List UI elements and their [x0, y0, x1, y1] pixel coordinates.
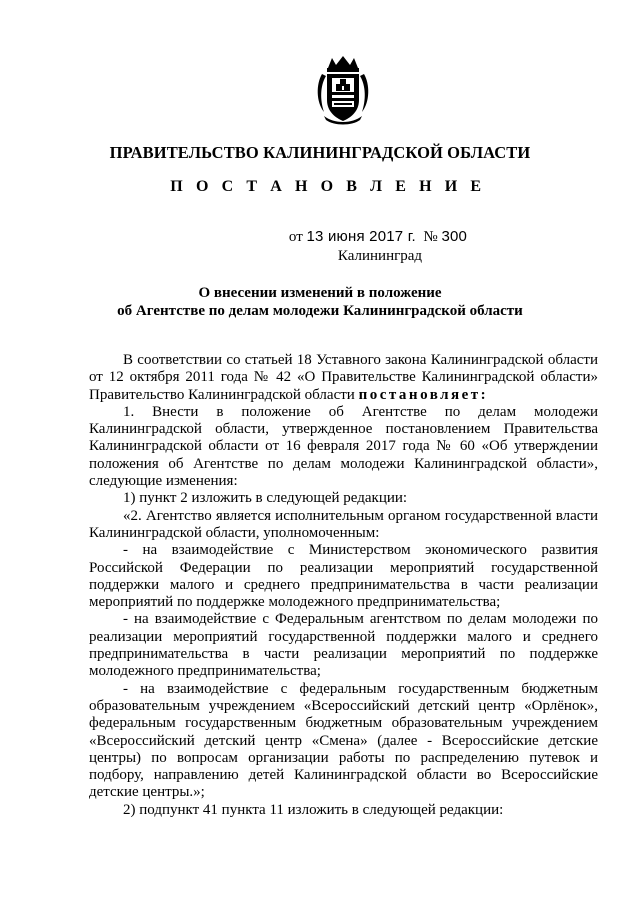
paragraph-item-1: 1. Внести в положение об Агентстве по делам молодежи Калининградской области, утвержденное постановлением Правительства Калининградской области от 16 февраля 2017 года № 60 «Об утверждении положения об Агентстве по делам молодежи Калининградской области», следующие изменения: — [89, 403, 598, 490]
paragraph-dash-1: - на взаимодействие с Министерством экономического развития Российской Федерации по реализации мероприятий государственной поддержки малого и среднего предпринимательства в части реализации мероприятий по поддержке молодежного предпринимательства; — [89, 542, 598, 611]
preamble-text: В соответствии со статьей 18 Уставного закона Калининградской области от 12 октября 2011 года № 42 «О Правительстве Калининградской области» Правительство Калининградской области — [89, 352, 598, 403]
date-number-line — [58, 228, 640, 246]
title-line-1: О внесении изменений в положение — [198, 285, 442, 301]
paragraph-subitem-2: 2) подпункт 41 пункта 11 изложить в следующей редакции: — [123, 801, 504, 818]
paragraph-subitem-1: 1) пункт 2 изложить в следующей редакции: — [123, 490, 408, 507]
number-value: 300 — [441, 228, 468, 245]
document-title — [0, 284, 640, 320]
paragraph-preamble — [89, 352, 598, 404]
resolves-word: постановляет: — [358, 386, 489, 403]
city-name: Калининград — [337, 248, 423, 264]
date-value: 13 июня 2017 г. — [306, 228, 416, 245]
title-line-2: об Агентстве по делам молодежи Калининградской области — [117, 303, 523, 319]
paragraph-clause-2: «2. Агентство является исполнительным органом государственной власти Калининградской области, уполномоченным: — [89, 507, 598, 541]
paragraph-dash-2: - на взаимодействие с Федеральным агентством по делам молодежи по реализации мероприятий государственной поддержки малого и среднего предпринимательства в части реализации мероприятий по поддержке молодежного предпринимательства; — [89, 611, 598, 680]
document-type: П О С Т А Н О В Л Е Н И Е — [170, 178, 486, 195]
date-prefix: от — [288, 229, 303, 245]
coat-of-arms-emblem — [314, 54, 372, 126]
number-sign: № — [423, 229, 438, 245]
document-body — [89, 352, 598, 819]
government-name: ПРАВИТЕЛЬСТВО КАЛИНИНГРАДСКОЙ ОБЛАСТИ — [109, 143, 531, 162]
paragraph-dash-3: - на взаимодействие с федеральным государственным бюджетным образовательным учреждением «Всероссийский детский центр «Орлёнок», федеральным государственным бюджетным образовательным учреждением «Всероссийский детский центр «Смена» (далее - Всероссийские детские центры) по вопросам организации работы по распределению путевок и подбору, направлению детей Калининградской области во Всероссийские детские центры.»; — [89, 680, 598, 801]
